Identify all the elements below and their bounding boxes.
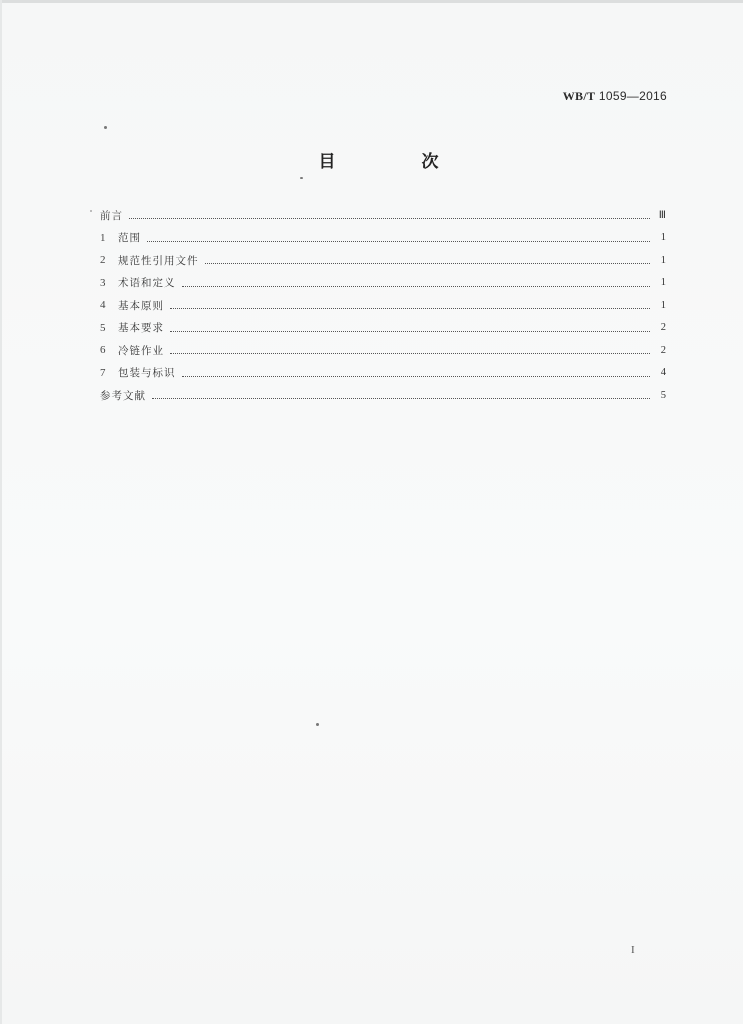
toc-page-number: Ⅲ [658,210,666,222]
toc-label: 参考文献 [100,389,146,402]
toc-leader-dots [170,352,650,354]
toc-page-number: 5 [660,389,666,401]
toc-number: 3 [100,276,106,289]
toc-label: 规范性引用文件 [118,254,199,267]
toc-label: 包装与标识 [118,367,176,380]
toc-leader-dots [170,307,650,309]
scan-speck [300,177,303,179]
toc-label: 冷链作业 [118,344,164,357]
toc-leader-dots [170,330,650,332]
toc-leader-dots [182,285,651,287]
toc-label: 基本要求 [118,322,164,335]
toc-entry-bibliography[interactable] [100,384,666,407]
toc-number: 5 [100,321,106,334]
toc-leader-dots [129,217,650,219]
standard-code-number: 1059—2016 [598,89,667,103]
standard-code [563,89,667,104]
scan-top-edge [0,0,743,3]
table-of-contents [100,204,666,407]
standard-code-prefix: WB/T [562,89,596,103]
toc-entry-normative-references[interactable] [100,249,666,272]
toc-page-number: 1 [660,232,666,244]
scan-speck [90,210,92,212]
toc-page-number: 1 [660,254,666,266]
toc-number: 1 [100,231,106,244]
toc-entry-terms-definitions[interactable] [100,272,666,295]
toc-entry-cold-chain-operations[interactable] [100,339,666,362]
toc-label: 基本原则 [118,299,164,312]
page-title: 目 次 [318,152,479,172]
toc-leader-dots [205,262,651,264]
toc-leader-dots [152,397,650,399]
footer-page-number: I [631,944,635,956]
toc-number: 4 [100,299,106,312]
toc-page-number: 1 [660,277,666,289]
toc-entry-scope[interactable] [100,227,666,250]
toc-page-number: 4 [660,367,666,379]
toc-label: 前言 [100,209,123,222]
toc-page-number: 1 [660,299,666,311]
scan-speck [316,723,319,726]
toc-page-number: 2 [660,344,666,356]
toc-leader-dots [147,240,650,242]
toc-number: 6 [100,344,106,357]
toc-entry-foreword[interactable] [100,204,666,227]
toc-number: 2 [100,254,106,267]
toc-number: 7 [100,366,106,379]
toc-entry-basic-requirements[interactable] [100,317,666,340]
toc-page-number: 2 [660,322,666,334]
toc-entry-basic-principles[interactable] [100,294,666,317]
toc-leader-dots [182,375,651,377]
toc-label: 术语和定义 [118,277,176,290]
scan-speck [104,126,107,129]
toc-entry-packaging-marking[interactable] [100,362,666,385]
toc-label: 范围 [118,232,141,245]
